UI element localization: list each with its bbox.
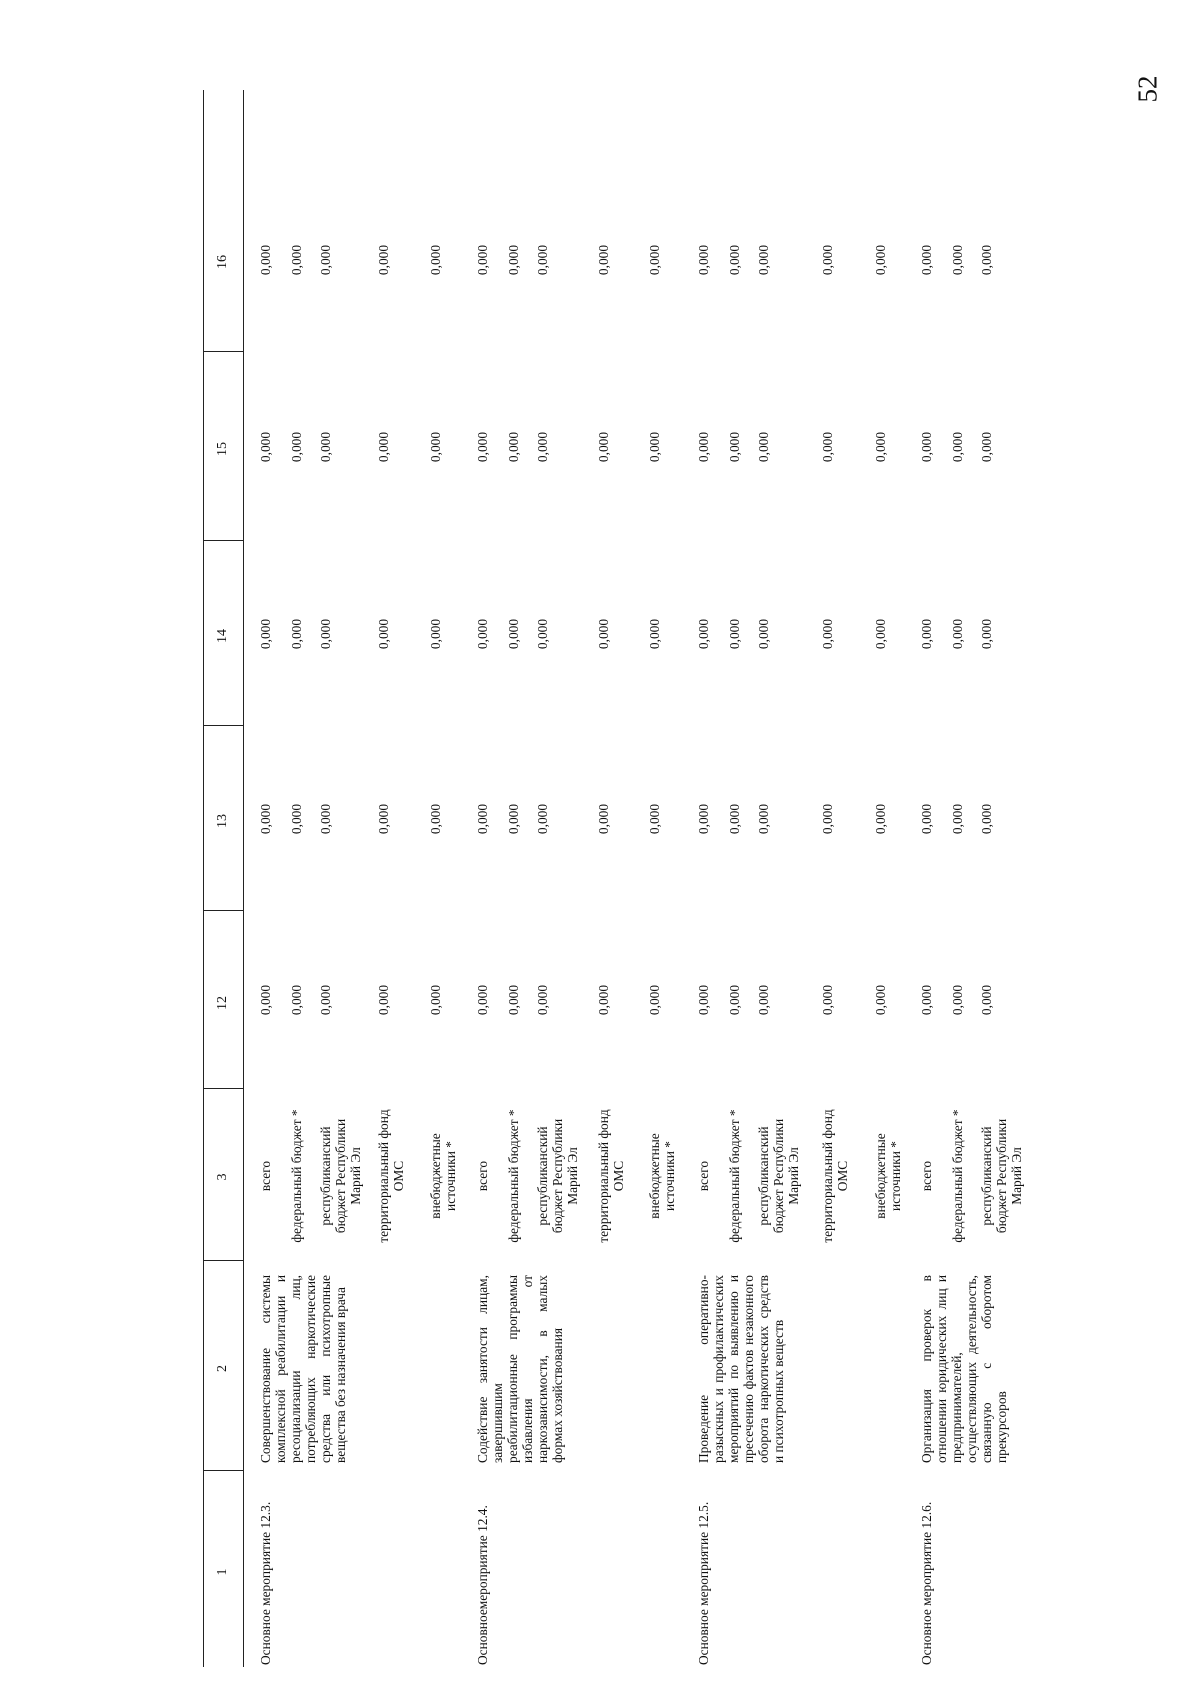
measure-description: Содействие занятости лицам, завершившим реабилитационные программы избавления от наркозависимости, в малых формах хозяйствования [475, 1275, 565, 1463]
funding-source-label: федеральный бюджет * [950, 1109, 965, 1243]
value-cell-col-14: 0,000 [727, 618, 742, 650]
header-column-divider [203, 910, 243, 911]
value-cell-col-16: 0,000 [258, 244, 273, 276]
value-cell-col-12: 0,000 [696, 984, 711, 1016]
value-cell-col-13: 0,000 [873, 803, 888, 835]
value-cell-col-12: 0,000 [475, 984, 490, 1016]
value-cell-col-15: 0,000 [428, 431, 443, 463]
value-cell-col-13: 0,000 [535, 803, 550, 835]
measure-code: Основное мероприятие 12.3. [258, 1501, 273, 1665]
value-cell-col-13: 0,000 [647, 803, 662, 835]
funding-source-label: внебюджетные источники * [647, 1133, 677, 1219]
header-column-divider [203, 540, 243, 541]
value-cell-col-15: 0,000 [756, 431, 771, 463]
column-header-2: 2 [215, 1365, 230, 1372]
value-cell-col-13: 0,000 [376, 803, 391, 835]
value-cell-col-14: 0,000 [535, 618, 550, 650]
column-header-13: 13 [215, 814, 230, 828]
funding-source-label: республиканский бюджет Республики Марий Эл [756, 1118, 801, 1234]
value-cell-col-16: 0,000 [318, 244, 333, 276]
value-cell-col-12: 0,000 [727, 984, 742, 1016]
value-cell-col-13: 0,000 [258, 803, 273, 835]
measure-description: Совершенствование системы комплексной реабилитации и ресоциализации лиц, потребляющих наркотические средства или психотропные вещества без назначения врача [258, 1275, 348, 1463]
value-cell-col-13: 0,000 [727, 803, 742, 835]
page-number: 52 [1132, 75, 1163, 103]
value-cell-col-13: 0,000 [289, 803, 304, 835]
value-cell-col-14: 0,000 [950, 618, 965, 650]
value-cell-col-15: 0,000 [535, 431, 550, 463]
header-column-divider [203, 1088, 243, 1089]
header-bottom-rule [243, 90, 244, 1667]
column-header-3: 3 [215, 1173, 230, 1181]
column-header-14: 14 [215, 629, 230, 643]
measure-description: Проведение оперативно-разыскных и профилактических мероприятий по выявлению и пресечению фактов незаконного оборота наркотических средств и психотропных веществ [696, 1275, 786, 1463]
value-cell-col-14: 0,000 [820, 618, 835, 650]
value-cell-col-13: 0,000 [475, 803, 490, 835]
value-cell-col-15: 0,000 [979, 431, 994, 463]
value-cell-col-16: 0,000 [950, 244, 965, 276]
value-cell-col-16: 0,000 [873, 244, 888, 276]
column-header-12: 12 [215, 996, 230, 1010]
funding-source-label: республиканский бюджет Республики Марий Эл [979, 1118, 1024, 1234]
value-cell-col-14: 0,000 [318, 618, 333, 650]
value-cell-col-12: 0,000 [873, 984, 888, 1016]
budget-table [203, 90, 1024, 1667]
value-cell-col-14: 0,000 [289, 618, 304, 650]
column-header-16: 16 [215, 255, 230, 269]
value-cell-col-15: 0,000 [258, 431, 273, 463]
value-cell-col-13: 0,000 [756, 803, 771, 835]
value-cell-col-14: 0,000 [756, 618, 771, 650]
value-cell-col-13: 0,000 [506, 803, 521, 835]
value-cell-col-16: 0,000 [919, 244, 934, 276]
measure-description: Организация проверок в отношении юридических лиц и предпринимателей, осуществляющих деятельность, связанную с оборотом прекурсоров [919, 1275, 1009, 1463]
measure-code: Основное мероприятие 12.6. [919, 1501, 934, 1665]
funding-source-label: территориальный фонд ОМС [596, 1109, 626, 1243]
funding-source-label: всего [475, 1160, 490, 1192]
funding-source-label: территориальный фонд ОМС [820, 1109, 850, 1243]
value-cell-col-15: 0,000 [919, 431, 934, 463]
value-cell-col-13: 0,000 [820, 803, 835, 835]
funding-source-label: федеральный бюджет * [727, 1109, 742, 1243]
value-cell-col-12: 0,000 [756, 984, 771, 1016]
value-cell-col-14: 0,000 [258, 618, 273, 650]
value-cell-col-16: 0,000 [756, 244, 771, 276]
value-cell-col-16: 0,000 [696, 244, 711, 276]
value-cell-col-13: 0,000 [428, 803, 443, 835]
value-cell-col-14: 0,000 [919, 618, 934, 650]
funding-source-label: территориальный фонд ОМС [376, 1109, 406, 1243]
value-cell-col-14: 0,000 [428, 618, 443, 650]
value-cell-col-12: 0,000 [647, 984, 662, 1016]
header-column-divider [203, 1260, 243, 1261]
value-cell-col-12: 0,000 [428, 984, 443, 1016]
value-cell-col-15: 0,000 [475, 431, 490, 463]
value-cell-col-14: 0,000 [647, 618, 662, 650]
value-cell-col-16: 0,000 [428, 244, 443, 276]
funding-source-label: всего [696, 1160, 711, 1192]
value-cell-col-15: 0,000 [727, 431, 742, 463]
value-cell-col-13: 0,000 [950, 803, 965, 835]
value-cell-col-14: 0,000 [696, 618, 711, 650]
column-header-15: 15 [215, 442, 230, 456]
value-cell-col-15: 0,000 [820, 431, 835, 463]
funding-source-label: республиканский бюджет Республики Марий Эл [318, 1118, 363, 1234]
value-cell-col-13: 0,000 [979, 803, 994, 835]
value-cell-col-12: 0,000 [950, 984, 965, 1016]
value-cell-col-16: 0,000 [535, 244, 550, 276]
value-cell-col-15: 0,000 [506, 431, 521, 463]
value-cell-col-12: 0,000 [289, 984, 304, 1016]
header-column-divider [203, 351, 243, 352]
funding-source-label: всего [919, 1160, 934, 1192]
value-cell-col-14: 0,000 [873, 618, 888, 650]
value-cell-col-14: 0,000 [376, 618, 391, 650]
value-cell-col-15: 0,000 [950, 431, 965, 463]
funding-source-label: республиканский бюджет Республики Марий Эл [535, 1118, 580, 1234]
value-cell-col-16: 0,000 [647, 244, 662, 276]
value-cell-col-12: 0,000 [258, 984, 273, 1016]
measure-code: Основноемероприятие 12.4. [475, 1505, 490, 1665]
value-cell-col-14: 0,000 [475, 618, 490, 650]
value-cell-col-12: 0,000 [596, 984, 611, 1016]
value-cell-col-12: 0,000 [506, 984, 521, 1016]
value-cell-col-12: 0,000 [820, 984, 835, 1016]
value-cell-col-15: 0,000 [647, 431, 662, 463]
column-header-1: 1 [215, 1568, 230, 1576]
value-cell-col-13: 0,000 [919, 803, 934, 835]
value-cell-col-15: 0,000 [873, 431, 888, 463]
value-cell-col-16: 0,000 [596, 244, 611, 276]
funding-source-label: внебюджетные источники * [428, 1133, 458, 1219]
value-cell-col-12: 0,000 [376, 984, 391, 1016]
value-cell-col-15: 0,000 [376, 431, 391, 463]
value-cell-col-14: 0,000 [979, 618, 994, 650]
value-cell-col-13: 0,000 [596, 803, 611, 835]
value-cell-col-16: 0,000 [475, 244, 490, 276]
value-cell-col-13: 0,000 [318, 803, 333, 835]
value-cell-col-16: 0,000 [727, 244, 742, 276]
value-cell-col-16: 0,000 [506, 244, 521, 276]
funding-source-label: всего [258, 1160, 273, 1192]
header-column-divider [203, 725, 243, 726]
value-cell-col-15: 0,000 [696, 431, 711, 463]
value-cell-col-12: 0,000 [979, 984, 994, 1016]
value-cell-col-14: 0,000 [596, 618, 611, 650]
funding-source-label: внебюджетные источники * [873, 1133, 903, 1219]
value-cell-col-16: 0,000 [979, 244, 994, 276]
value-cell-col-13: 0,000 [696, 803, 711, 835]
value-cell-col-15: 0,000 [318, 431, 333, 463]
value-cell-col-16: 0,000 [289, 244, 304, 276]
value-cell-col-16: 0,000 [820, 244, 835, 276]
value-cell-col-15: 0,000 [596, 431, 611, 463]
value-cell-col-16: 0,000 [376, 244, 391, 276]
funding-source-label: федеральный бюджет * [506, 1109, 521, 1243]
value-cell-col-15: 0,000 [289, 431, 304, 463]
measure-code: Основное мероприятие 12.5. [696, 1501, 711, 1665]
header-column-divider [203, 1470, 243, 1471]
value-cell-col-12: 0,000 [919, 984, 934, 1016]
value-cell-col-12: 0,000 [318, 984, 333, 1016]
value-cell-col-14: 0,000 [506, 618, 521, 650]
value-cell-col-12: 0,000 [535, 984, 550, 1016]
funding-source-label: федеральный бюджет * [289, 1109, 304, 1243]
